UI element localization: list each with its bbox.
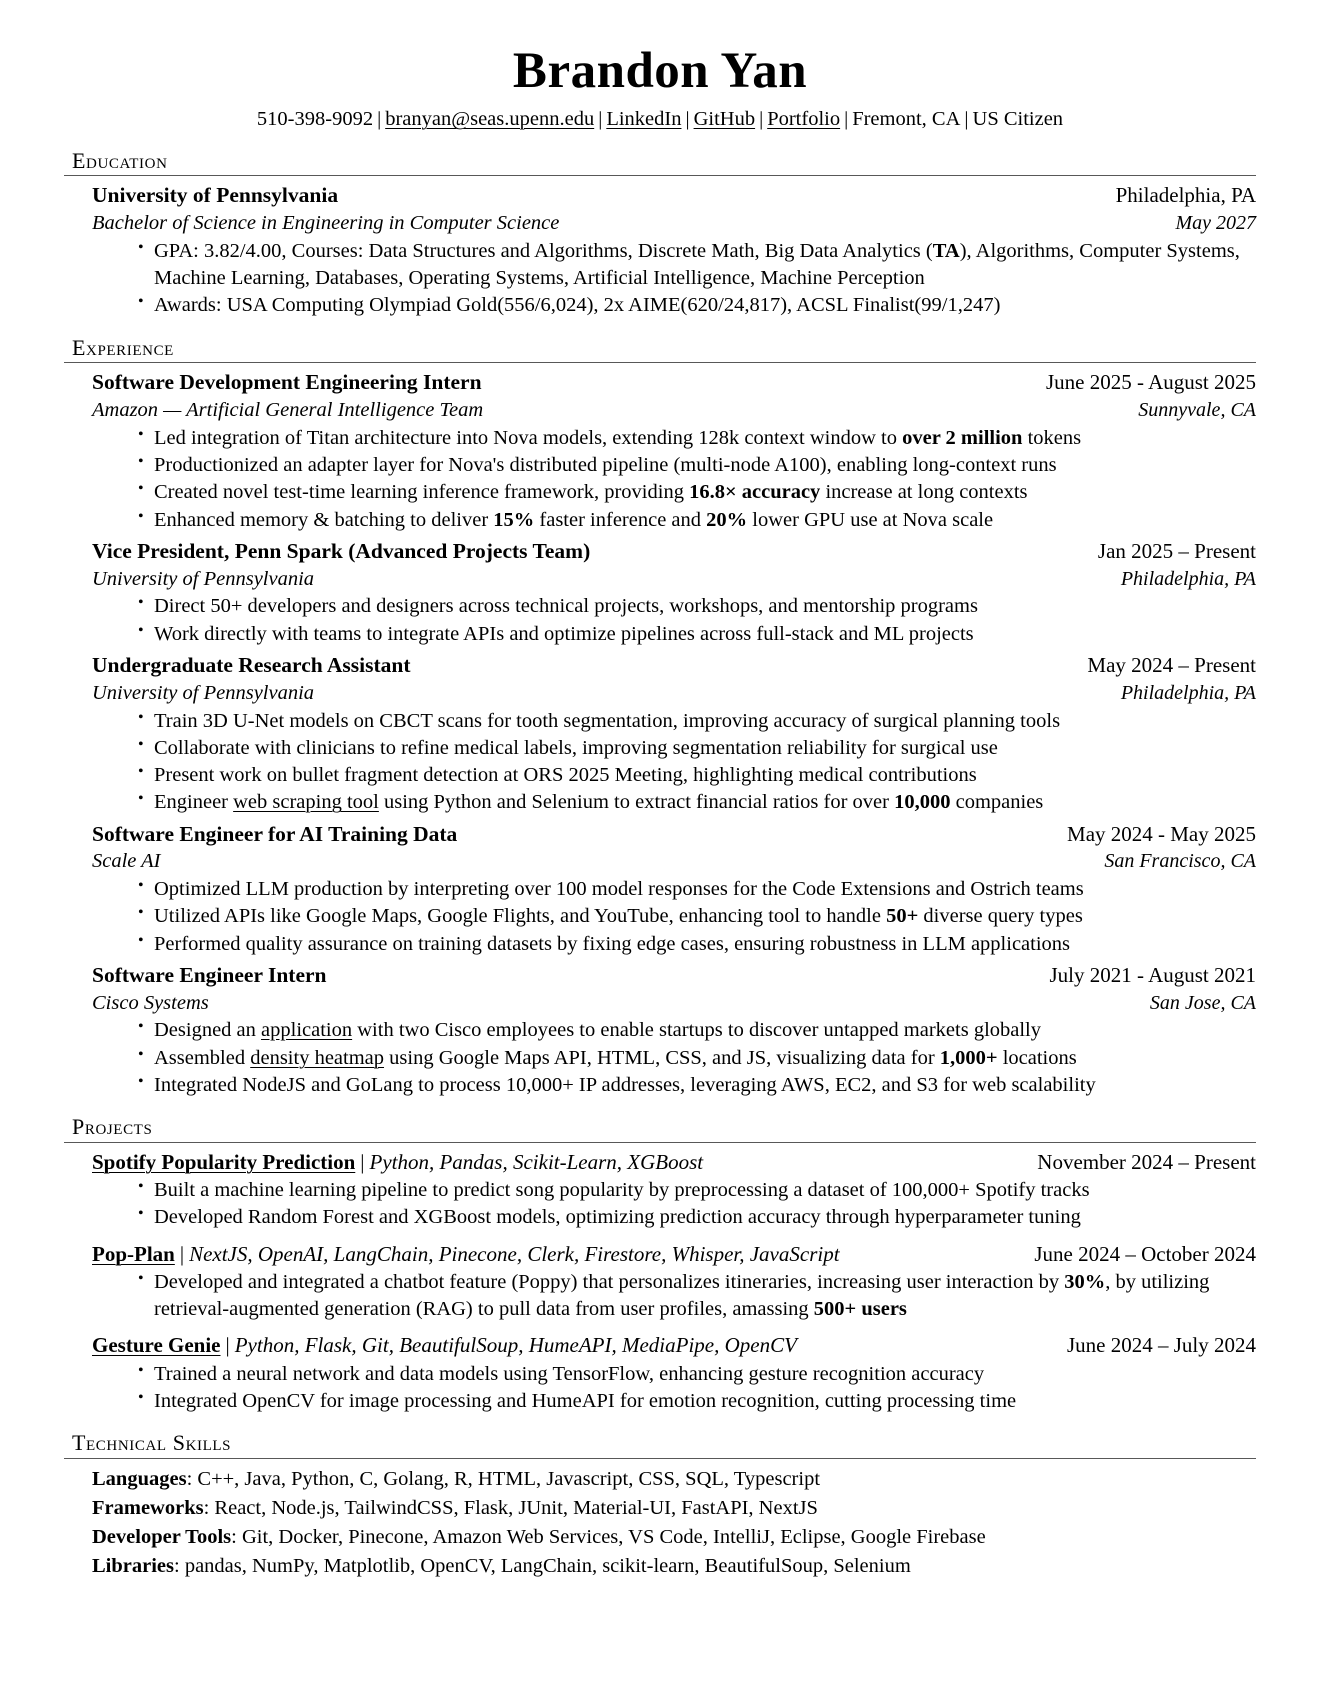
entry-row [92,990,1256,1017]
text-run: faster inference and [534,508,707,531]
bullet-list [92,238,1256,320]
skill-line [92,1465,1256,1494]
bullet-item [138,1017,1256,1044]
skills-list [64,1465,1256,1581]
bullet-item [138,1361,1256,1388]
text-run: Led integration of Titan architecture into Nova models, extending 128k context window to [154,426,903,449]
bold-text: 10,000 [894,791,951,814]
graduation-date: May 2027 [1175,212,1256,235]
project-entry [64,1149,1256,1232]
bullet-item [138,292,1256,319]
job-date: May 2024 – Present [1087,652,1256,677]
bold-text: 1,000+ [939,1046,998,1069]
portfolio-link[interactable]: Portfolio [767,108,841,131]
project-date: June 2024 – October 2024 [1034,1241,1256,1266]
bullet-list [92,1177,1256,1232]
experience-entry [64,369,1256,534]
separator: | [685,108,690,131]
text-run: Performed quality assurance on training datasets by fixing edge cases, ensuring robustness in LLM applications [154,932,1071,955]
bold-text: 30% [1064,1270,1106,1293]
skill-values: React, Node.js, TailwindCSS, Flask, JUnit, Material-UI, FastAPI, NextJS [214,1496,818,1519]
text-run: increase at long contexts [820,481,1028,504]
text-run: locations [997,1046,1077,1069]
project-tech-stack: NextJS, OpenAI, LangChain, Pinecone, Clerk, Firestore, Whisper, JavaScript [189,1241,840,1266]
text-run: Trained a neural network and data models using TensorFlow, enhancing gesture recognition accuracy [154,1362,985,1385]
bullet-list [92,425,1256,534]
bullet-item [138,1269,1256,1324]
bullet-item [138,876,1256,903]
separator: | [759,108,764,131]
bold-text: 20% [706,508,748,531]
section-education [64,149,1256,320]
section-heading-education: Education [72,147,168,173]
bullet-item [138,593,1256,620]
text-run: companies [950,791,1044,814]
job-location: San Francisco, CA [1104,850,1256,873]
separator: | [844,108,849,131]
text-run: Productionized an adapter layer for Nova's distributed pipeline (multi-node A100), enabling long-context runs [154,454,1057,477]
bullet-item [138,1388,1256,1415]
github-link[interactable]: GitHub [693,108,756,131]
project-header-row [92,1332,1256,1359]
bullet-list [92,876,1256,958]
inline-link[interactable]: application [261,1019,353,1042]
skill-category: Languages [92,1467,187,1490]
text-run: ), Algorithms, Computer Systems, Machine Learning, Databases, Operating Systems, Artificial Intelligence, Machine Perception [154,239,1240,290]
contact-line [64,107,1256,133]
skill-values: C++, Java, Python, C, Golang, R, HTML, Javascript, CSS, SQL, Typescript [197,1467,821,1490]
bullet-item [138,903,1256,930]
company-name: University of Pennsylvania [92,567,315,590]
text-run: Assembled [154,1046,251,1069]
colon: : [174,1555,185,1578]
job-title: Software Engineer Intern [92,962,327,987]
entry-row [92,566,1256,593]
entry-row [92,652,1256,680]
company-name: Scale AI [92,850,161,873]
bullet-list [92,1361,1256,1416]
text-run: Developed Random Forest and XGBoost models, optimizing prediction accuracy through hyperparameter tuning [154,1206,1081,1229]
text-run: tokens [1022,426,1082,449]
project-header-row [92,1149,1256,1176]
entry-row [92,210,1256,237]
bold-text: over 2 million [902,426,1023,449]
skill-category: Developer Tools [92,1526,232,1549]
job-date: June 2025 - August 2025 [1046,370,1256,395]
entry-row [92,369,1256,397]
colon: : [186,1467,198,1490]
text-run: lower GPU use at Nova scale [747,508,994,531]
text-run: Train 3D U-Net models on CBCT scans for tooth segmentation, improving accuracy of surgical planning tools [154,709,1061,732]
inline-link[interactable]: density heatmap [250,1046,385,1069]
bullet-item [138,238,1256,293]
job-title: Software Engineer for AI Training Data [92,821,458,846]
job-location: Philadelphia, PA [1120,681,1256,704]
experience-list [64,369,1256,1099]
job-date: July 2021 - August 2021 [1049,962,1256,987]
separator: | [360,1149,365,1174]
section-heading-experience: Experience [72,334,174,360]
bold-text: TA [932,239,960,262]
text-run: with two Cisco employees to enable startups to discover untapped markets globally [352,1019,1042,1042]
separator: | [225,1333,230,1358]
bullet-item [138,1072,1256,1099]
separator: | [964,108,969,131]
bold-text: 16.8× accuracy [689,481,821,504]
project-entry [64,1332,1256,1415]
citizenship-text: US Citizen [972,108,1064,131]
linkedin-link[interactable]: LinkedIn [606,108,682,131]
skill-line [92,1523,1256,1552]
entry-row [92,538,1256,566]
bold-text: 15% [493,508,535,531]
text-run: , by utilizing retrieval-augmented generation (RAG) to pull data from user profiles, amassing [154,1270,1210,1321]
bullet-item [138,621,1256,648]
section-projects [64,1115,1256,1415]
company-name: Amazon — Artificial General Intelligence Team [92,399,484,422]
job-date: May 2024 - May 2025 [1067,821,1256,846]
location-text: Fremont, CA [852,108,961,131]
entry-row [92,848,1256,875]
separator: | [377,108,382,131]
colon: : [203,1496,215,1519]
separator: | [598,108,603,131]
text-run: Integrated OpenCV for image processing and HumeAPI for emotion recognition, cutting processing time [154,1389,1017,1412]
job-date: Jan 2025 – Present [1097,538,1256,563]
bullet-item [138,1045,1256,1072]
entry-row [92,821,1256,849]
education-list [64,182,1256,319]
bullet-item [138,1204,1256,1231]
skill-line [92,1552,1256,1581]
project-tech-stack: Python, Flask, Git, BeautifulSoup, HumeAPI, MediaPipe, OpenCV [234,1333,797,1358]
text-run: Collaborate with clinicians to refine medical labels, improving segmentation reliability for surgical use [154,736,998,759]
text-run: Present work on bullet fragment detection at ORS 2025 Meeting, highlighting medical contributions [154,764,977,787]
project-entry [64,1241,1256,1324]
job-location: Sunnyvale, CA [1138,399,1256,422]
project-date: November 2024 – Present [1037,1149,1256,1174]
text-run: Developed and integrated a chatbot feature (Poppy) that personalizes itineraries, increasing user interaction by [154,1270,1065,1293]
section-heading-skills: Technical Skills [72,1430,232,1456]
bullet-list [92,1017,1256,1099]
text-run: Direct 50+ developers and designers across technical projects, workshops, and mentorship programs [154,595,978,618]
section-skills [64,1431,1256,1581]
project-title-group [92,1241,840,1268]
colon: : [231,1526,242,1549]
experience-entry [64,962,1256,1099]
entry-row [92,397,1256,424]
skill-line [92,1494,1256,1523]
bullet-item [138,931,1256,958]
degree-text: Bachelor of Science in Engineering in Computer Science [92,212,560,235]
bullet-item [138,762,1256,789]
bullet-item [138,507,1256,534]
skill-category: Libraries [92,1555,174,1578]
text-run: Integrated NodeJS and GoLang to process 10,000+ IP addresses, leveraging AWS, EC2, and S3 for web scalability [154,1073,1096,1096]
bullet-item [138,1177,1256,1204]
text-run: using Google Maps API, HTML, CSS, and JS, visualizing data for [384,1046,940,1069]
experience-entry [64,821,1256,958]
text-run: using Python and Selenium to extract financial ratios for over [378,791,895,814]
section-heading-projects: Projects [72,1114,153,1140]
text-run: GPA: 3.82/4.00, Courses: Data Structures and Algorithms, Discrete Math, Big Data Analytics ( [154,239,933,262]
entry-row [92,182,1256,210]
section-divider [64,1142,1256,1143]
inline-link[interactable]: web scraping tool [233,791,379,814]
bullet-item [138,479,1256,506]
text-run: Created novel test-time learning inference framework, providing [154,481,690,504]
text-run: Optimized LLM production by interpreting over 100 model responses for the Code Extensions and Ostrich teams [154,878,1084,901]
text-run: Work directly with teams to integrate APIs and optimize pipelines across full-stack and ML projects [154,622,974,645]
bullet-list [92,593,1256,648]
page-title: Brandon Yan [512,43,808,99]
bullet-item [138,789,1256,816]
job-location: Philadelphia, PA [1120,567,1256,590]
text-run: Built a machine learning pipeline to predict song popularity by preprocessing a dataset of 100,000+ Spotify tracks [154,1179,1090,1202]
job-title: Undergraduate Research Assistant [92,652,411,677]
bullet-item [138,425,1256,452]
bullet-item [138,735,1256,762]
text-run: diverse query types [918,905,1083,928]
project-title-group [92,1149,703,1176]
bold-text: 50+ [886,905,919,928]
resume-header [64,44,1256,133]
bullet-list [92,708,1256,817]
school-name: University of Pennsylvania [92,183,339,208]
project-name-link[interactable]: Gesture Genie [92,1333,221,1358]
project-title-group [92,1332,797,1359]
phone-text: 510-398-9092 [256,108,374,131]
section-experience [64,336,1256,1100]
job-title: Vice President, Penn Spark (Advanced Projects Team) [92,538,591,563]
project-name-link[interactable]: Pop-Plan [92,1241,175,1266]
education-entry [64,182,1256,319]
text-run: Designed an [154,1019,262,1042]
skill-category: Frameworks [92,1496,204,1519]
entry-row [92,962,1256,990]
entry-row [92,680,1256,707]
project-date: June 2024 – July 2024 [1067,1333,1256,1358]
project-tech-stack: Python, Pandas, Scikit-Learn, XGBoost [369,1149,704,1174]
bullet-item [138,708,1256,735]
experience-entry [64,652,1256,817]
skill-values: pandas, NumPy, Matplotlib, OpenCV, LangChain, scikit-learn, BeautifulSoup, Selenium [184,1555,911,1578]
bullet-item [138,452,1256,479]
bullet-list [92,1269,1256,1324]
skill-values: Git, Docker, Pinecone, Amazon Web Services, VS Code, IntelliJ, Eclipse, Google Firebase [241,1526,986,1549]
project-name-link[interactable]: Spotify Popularity Prediction [92,1149,356,1174]
text-run: Utilized APIs like Google Maps, Google Flights, and YouTube, enhancing tool to handle [154,905,887,928]
separator: | [179,1241,185,1266]
job-title: Software Development Engineering Intern [92,370,482,395]
email-link[interactable]: branyan@seas.upenn.edu [385,108,595,131]
text-run: Enhanced memory & batching to deliver [154,508,494,531]
projects-list [64,1149,1256,1415]
text-run: Awards: USA Computing Olympiad Gold(556/6,024), 2x AIME(620/24,817), ACSL Finalist(99/1,247) [154,294,1001,317]
section-divider [64,1458,1256,1459]
school-location: Philadelphia, PA [1115,183,1256,208]
bold-text: 500+ users [813,1298,907,1321]
text-run: Engineer [154,791,234,814]
project-header-row [92,1241,1256,1268]
experience-entry [64,538,1256,648]
company-name: Cisco Systems [92,991,209,1014]
company-name: University of Pennsylvania [92,681,315,704]
section-divider [64,362,1256,363]
job-location: San Jose, CA [1149,991,1256,1014]
section-divider [64,175,1256,176]
